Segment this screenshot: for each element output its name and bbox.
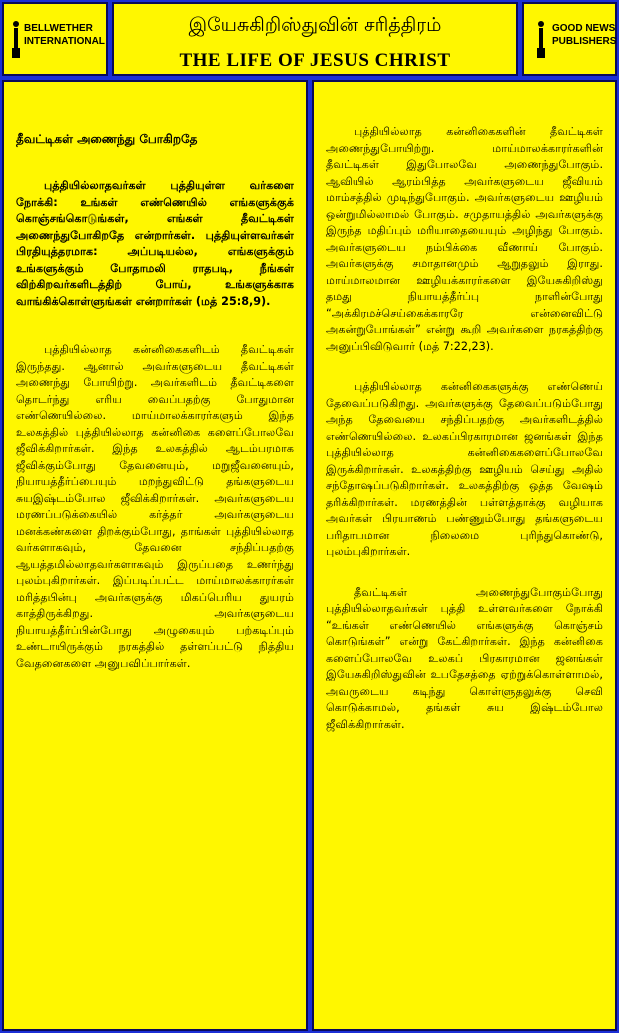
section-heading: தீவட்டிகள் அணைந்து போகிறதே	[16, 132, 198, 146]
left-column	[2, 80, 308, 1031]
page-header	[112, 2, 518, 76]
person-icon	[536, 20, 546, 60]
person-icon	[11, 20, 21, 60]
english-title: THE LIFE OF JESUS CHRIST	[179, 50, 451, 71]
paragraph: புத்தியில்லாத கன்னிகைகளுக்கு எண்ணெய் தேவைப்படுகிறது. அவர்களுக்கு தேவைப்படும்போது அந்த தேவையை சந்திப்பதற்கு அவர்களிடத்தில் எண்ணெயில்லை. உலகப்பிரகாரமான ஜனங்கள் இந்த புத்தியில்லாத கன்னிகைகளைப்போலவே இருக்கிறார்கள். உலகத்திற்கு ஊழியம் செய்து அதில் சந்தோஷப்படுகிறார்கள். உலகத்திற்கு ஒத்த வேஷம் தரிக்கிறார்கள். மரணத்தின் பள்ளத்தாக்கு வழியாக அவர்கள் பிரயாணம் பண்ணும்போது தங்களுடைய பரிதாபமான நிலைமை புரிந்துகொண்டு, புலம்புகிறார்கள்.	[326, 380, 603, 558]
paragraph: தீவட்டிகள் அணைந்துபோகும்போது புத்தியில்லாதவர்கள் புத்தி உள்ளவர்களை நோக்கி “உங்கள் எண்ணெயில் எங்களுக்கு கொஞ்சம் கொடுங்கள்” என்று கேட்கிறார்கள். இந்த கன்னிகை களைப்போலவே உலகப் பிரகாரமான ஜனங்கள் இயேசுகிறிஸ்துவின் உபதேசத்தை ஏற்றுக்கொள்ளாமல், அவருடைய கடிந்து கொள்ளுதலுக்கு செவி கொடுக்காமல், தங்கள் சுய இஷ்டம்போல ஜீவிக்கிறார்கள்.	[326, 585, 603, 731]
right-column-content	[326, 124, 603, 757]
tamil-title: இயேசுகிறிஸ்துவின் சரித்திரம்	[188, 14, 442, 36]
bellwether-logo	[2, 2, 108, 76]
paragraph: புத்தியில்லாத கன்னிகைகளின் தீவட்டிகள் அணைந்துபோயிற்று. மாய்மாலக்காரர்களின் தீவட்டிகள் இதுபோலவே அணைந்துபோகும். ஆவியில் ஆரம்பித்த அவர்களுடைய ஜீவியம் மாம்சத்தில் முடிந்துபோகும். அவர்களுடைய ஊழியம் ஒன்றுமில்லாமல் போகும். சமுதாயத்தில் அவர்களுக்கு இருந்த மதிப்பும் மரியாதையையும் அழிந்து போகும். அவர்களுடைய நம்பிக்கை வீணாய் போகும். அவர்களுக்கு சமாதானமும் ஆறுதலும் இராது. மாய்மாலமான ஊழியக்காரர்களை இயேசுகிறிஸ்து தமது நியாயத்தீர்ப்பு நாளின்போது “அக்கிரமச்செய்கைக்காரரே என்னைவிட்டு அகன்றுபோங்கள்” என்று கூறி அவர்களை நரகத்திற்கு அனுப்பிவிடுவார் (மத் 7:22,23).	[326, 125, 603, 353]
good-news-logo	[522, 2, 617, 76]
scripture-quote: புத்தியில்லாதவர்கள் புத்தியுள்ள வர்களை நோக்கி: உங்கள் எண்ணெயில் எங்களுக்குக் கொஞ்சங்கொடுங்கள், எங்கள் தீவட்டிகள் அணைந்துபோகிறதே என்றார்கள். புத்தியுள்ளவர்கள் பிரதியுத்தரமாக: அப்படியல்ல, எங்களுக்கும் உங்களுக்கும் போதாமலி ராதபடி, நீங்கள் விற்கிறவர்களிடத்திற் போய், உங்களுக்காக வாங்கிக்கொள்ளுங்கள் என்றார்கள் (மத் 25:8,9).	[16, 179, 294, 308]
bellwether-logo-text: BELLWETHER INTERNATIONAL	[24, 23, 105, 47]
paragraph: புத்தியில்லாத கன்னிகைகளிடம் தீவட்டிகள் இருந்தது. ஆனால் அவர்களுடைய தீவட்டிகள் அணைந்து போயிற்று. அவர்களிடம் தீவட்டிகளை தொடர்ந்து எரிய வைப்பதற்கு போதுமான எண்ணெயில்லை. மாய்மாலக்காரர்களும் இந்த உலகத்தில் புத்தியில்லாத கன்னிகை களைப்போலவே ஜீவிக்கிறார்கள். இந்த உலகத்தில் ஆடம்பரமாக ஜீவிக்கும்போது தேவனையும், மறுஜீவனையும், நியாயத்தீர்ப்பையும் மறந்துவிட்டு தங்களுடைய சுயஇஷ்டம்போல ஜீவிக்கிறார்கள். அவர்களுடைய மரணப்படுக்கையில் கர்த்தர் அவர்களுடைய மனக்கண்களை திறக்கும்போது, தாங்கள் புத்தியில்லாத வர்களாகவும், தேவனை சந்திப்பதற்கு ஆயத்தமில்லாதவர்களாகவும் இருப்பதை உணர்ந்து புலம்புகிறார்கள். இப்படிப்பட்ட மாய்மாலக்காரர்கள் மரித்தபின்பு அவர்களுக்கு மிகப்பெரிய துயரம் காத்திருக்கிறது. அவர்களுடைய நியாயத்தீர்ப்பின்போது அழுகையும் பற்கடிப்பும் உண்டாயிருக்கும் நரகத்தில் தள்ளப்பட்டு நித்திய வேதனைகளை அனுபவிப்பார்கள்.	[16, 343, 294, 670]
left-column-content	[16, 130, 294, 704]
right-column	[312, 80, 617, 1031]
good-news-logo-text: GOOD NEWS PUBLISHERS	[552, 23, 617, 47]
